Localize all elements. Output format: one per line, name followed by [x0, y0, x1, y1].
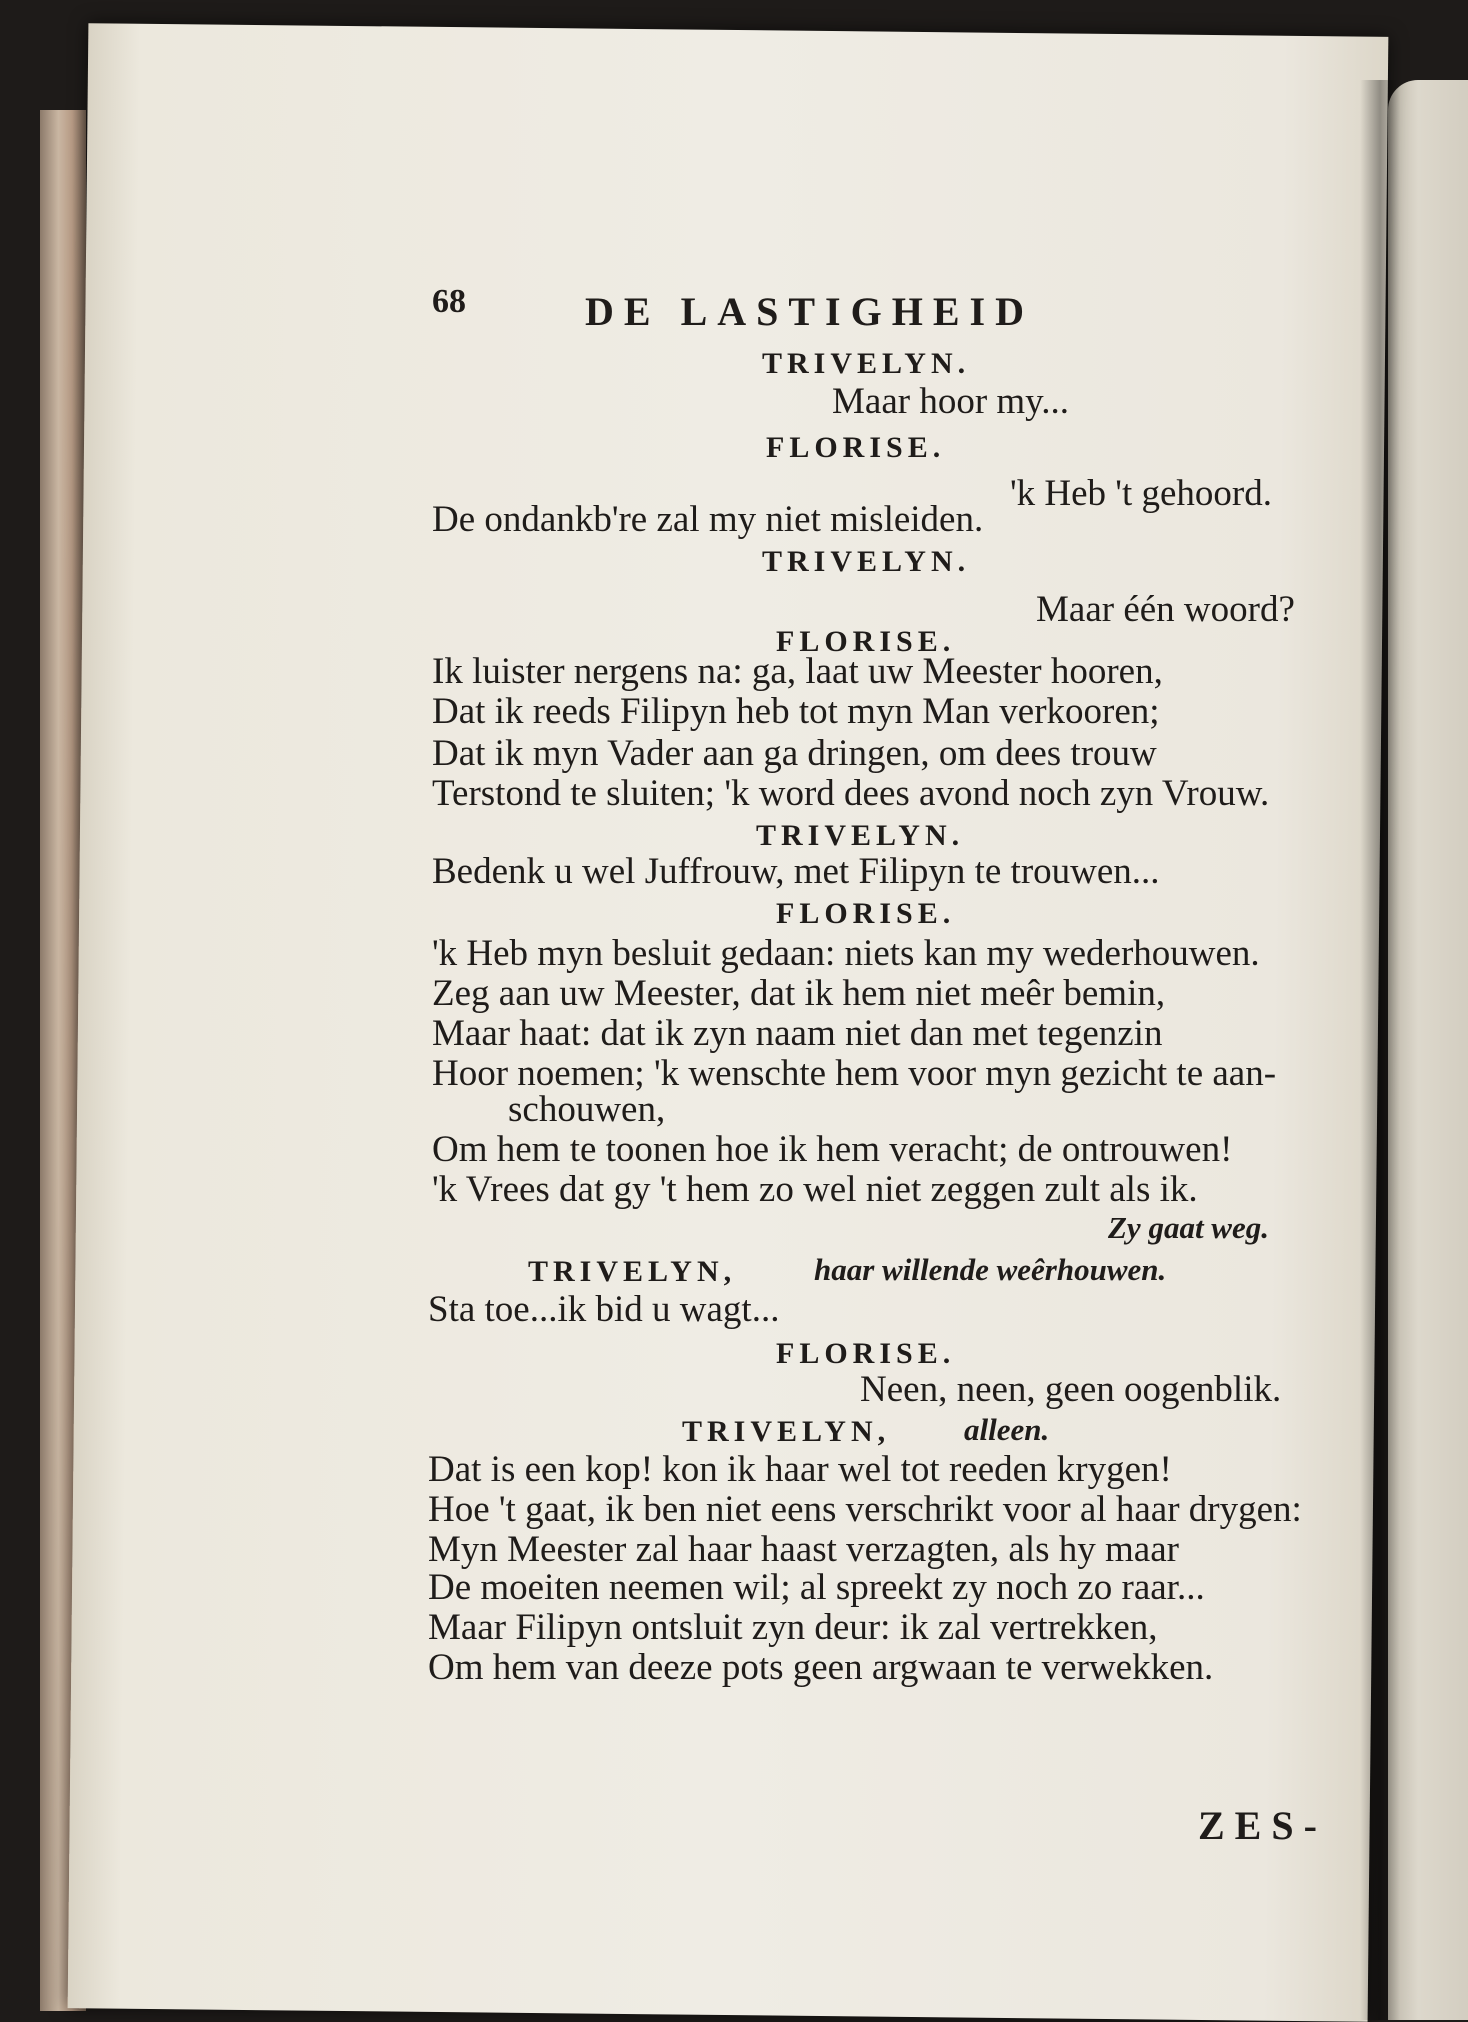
verse-line: Zeg aan uw Meester, dat ik hem niet meêr bemin, [432, 973, 1166, 1014]
verse-line: Hoor noemen; 'k wenschte hem voor myn gezicht te aan- [432, 1053, 1277, 1094]
verse-line: Myn Meester zal haar haast verzagten, als hy maar [428, 1529, 1179, 1570]
verse-line: Maar Filipyn ontsluit zyn deur: ik zal vertrekken, [428, 1607, 1158, 1648]
speaker-florise: FLORISE. [776, 897, 956, 930]
speaker-florise: FLORISE. [776, 625, 956, 658]
verse-line: Sta toe...ik bid u wagt... [428, 1289, 780, 1330]
verse-line: Ik luister nergens na: ga, laat uw Meester hooren, [432, 651, 1163, 692]
verse-line: schouwen, [508, 1089, 666, 1130]
verse-line: Om hem van deeze pots geen argwaan te verwekken. [428, 1647, 1214, 1688]
verse-line: Hoe 't gaat, ik ben niet eens verschrikt voor al haar drygen: [428, 1489, 1302, 1530]
verse-line: 'k Heb 't gehoord. [1010, 473, 1272, 514]
verse-line: Dat ik reeds Filipyn heb tot myn Man verkooren; [432, 691, 1160, 732]
stage-direction: alleen. [964, 1412, 1050, 1447]
verse-line: Dat ik myn Vader aan ga dringen, om dees trouw [432, 733, 1157, 774]
stage-direction: haar willende weêrhouwen. [814, 1252, 1167, 1287]
verse-line: Terstond te sluiten; 'k word dees avond noch zyn Vrouw. [432, 773, 1270, 814]
speaker-florise: FLORISE. [776, 1337, 956, 1370]
verse-line: Neen, neen, geen oogenblik. [860, 1369, 1282, 1410]
catchword: ZES- [1198, 1803, 1327, 1848]
stage-direction: Zy gaat weg. [1108, 1210, 1269, 1245]
verse-line: Maar hoor my... [832, 381, 1070, 422]
page-number: 68 [432, 283, 466, 320]
verse-line: Om hem te toonen hoe ik hem veracht; de ontrouwen! [432, 1129, 1233, 1170]
speaker-trivelyn: TRIVELYN. [762, 545, 971, 578]
speaker-florise: FLORISE. [766, 431, 946, 464]
verse-line: Maar haat: dat ik zyn naam niet dan met tegenzin [432, 1013, 1163, 1054]
verse-line: De ondankb're zal my niet misleiden. [432, 499, 984, 540]
verse-line: 'k Heb myn besluit gedaan: niets kan my wederhouwen. [432, 933, 1260, 974]
speaker-trivelyn: TRIVELYN. [762, 347, 971, 380]
speaker-trivelyn: TRIVELYN, [528, 1255, 737, 1288]
verse-line: 'k Vrees dat gy 't hem zo wel niet zeggen zult als ik. [432, 1169, 1198, 1210]
speaker-trivelyn: TRIVELYN, [682, 1415, 891, 1448]
running-title: DE LASTIGHEID [585, 289, 1034, 334]
verse-line: Bedenk u wel Juffrouw, met Filipyn te trouwen... [432, 851, 1160, 892]
speaker-trivelyn: TRIVELYN. [756, 819, 965, 852]
verse-line: De moeiten neemen wil; al spreekt zy noch zo raar... [428, 1567, 1205, 1608]
verse-line: Maar één woord? [1036, 589, 1295, 630]
verse-line: Dat is een kop! kon ik haar wel tot reeden krygen! [428, 1449, 1172, 1490]
